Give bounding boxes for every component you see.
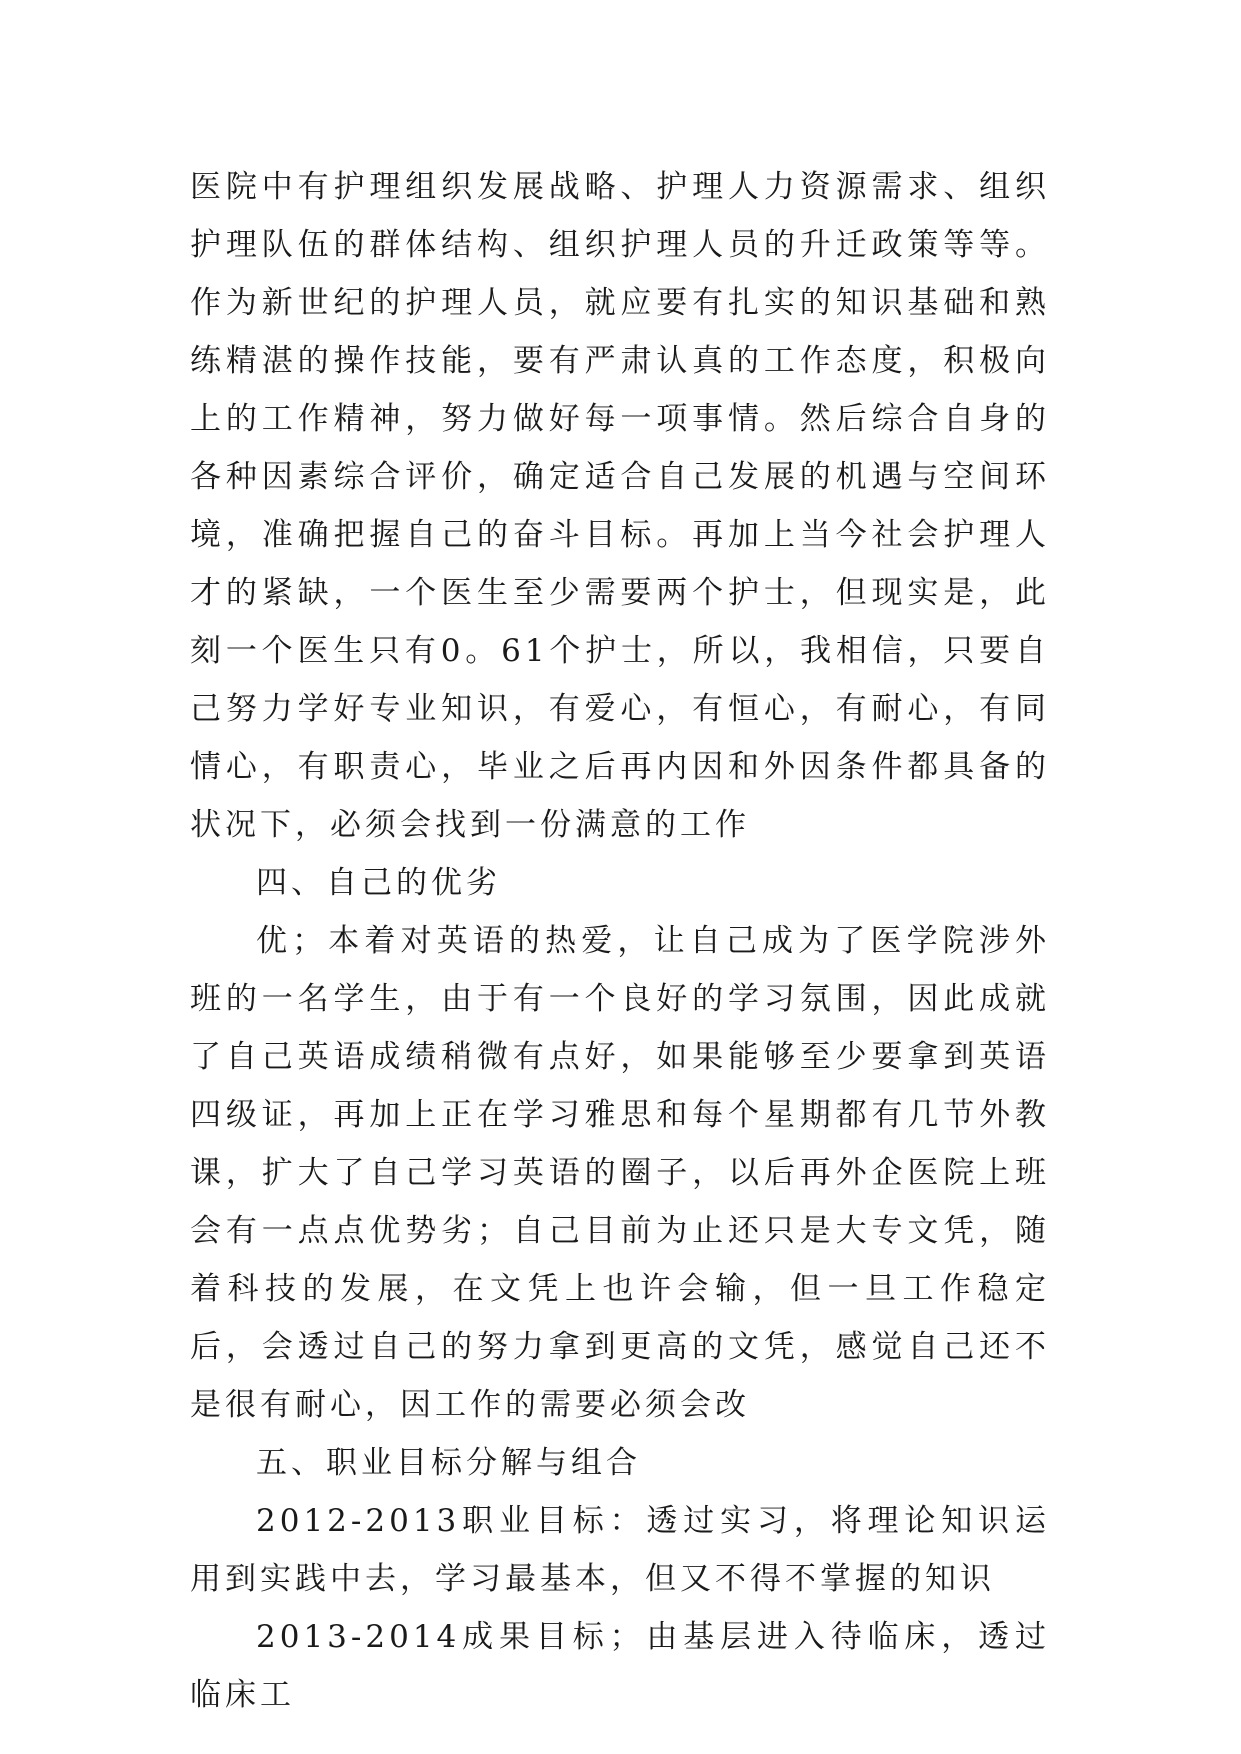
paragraph-goal-2013-2014: 2013-2014成果目标；由基层进入待临床，透过临床工 — [190, 1619, 1050, 1713]
heading-strengths-weaknesses: 四、自己的优劣 — [256, 865, 501, 901]
paragraph-career-context: 医院中有护理组织发展战略、护理人力资源需求、组织护理队伍的群体结构、组织护理人员的升迁政策等等。作为新世纪的护理人员，就应要有扎实的知识基础和熟练精湛的操作技能，要有严肃认真的工作态度，积极向上的工作精神，努力做好每一项事情。然后综合自身的各种因素综合评价，确定适合自己发展的机遇与空间环境，准确把握自己的奋斗目标。再加上当今社会护理人才的紧缺，一个医生至少需要两个护士，但现实是，此刻一个医生只有0。61个护士，所以，我相信，只要自己努力学好专业知识，有爱心，有恒心，有耐心，有同情心，有职责心，毕业之后再内因和外因条件都具备的状况下，必须会找到一份满意的工作 — [190, 169, 1050, 843]
paragraph-goal-2012-2013: 2012-2013职业目标：透过实习，将理论知识运用到实践中去，学习最基本，但又不得不掌握的知识 — [190, 1503, 1050, 1597]
document-body — [190, 158, 1050, 1724]
paragraph-strengths-weaknesses: 优；本着对英语的热爱，让自己成为了医学院涉外班的一名学生，由于有一个良好的学习氛围，因此成就了自己英语成绩稍微有点好，如果能够至少要拿到英语四级证，再加上正在学习雅思和每个星期都有几节外教课，扩大了自己学习英语的圈子，以后再外企医院上班会有一点点优势劣；自己目前为止还只是大专文凭，随着科技的发展，在文凭上也许会输，但一旦工作稳定后，会透过自己的努力拿到更高的文凭，感觉自己还不是很有耐心，因工作的需要必须会改 — [190, 923, 1050, 1423]
heading-career-goals: 五、职业目标分解与组合 — [256, 1445, 641, 1481]
